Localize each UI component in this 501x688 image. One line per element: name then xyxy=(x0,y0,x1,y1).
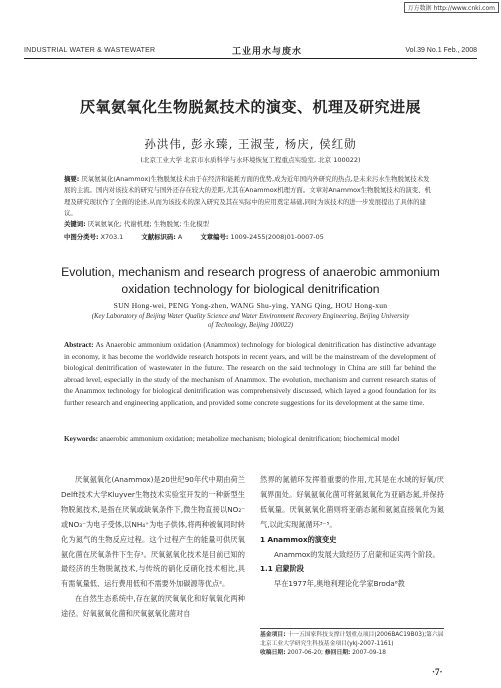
subsection-heading: 1.1 启蒙阶段 xyxy=(260,564,304,574)
keywords-cn-label: 关键词: xyxy=(64,220,86,228)
doc-code-label: 文献标识码: xyxy=(141,233,176,241)
doc-code-value: A xyxy=(177,233,183,241)
body-paragraph: 然界的氮循环发挥着重要的作用,尤其是在水域的好氧/厌氧界面处。好氧氨氧化菌可将氨氮氧化为亚硝态氮,并保持低氧量。厌氧氨氧化菌则将亚硝态氮和氨氮直接氧化为氮气,以此实现氮循环³⁻⁵。 xyxy=(260,475,444,529)
journal-name-en: INDUSTRIAL WATER & WASTEWATER xyxy=(24,47,156,54)
funding-note xyxy=(260,628,444,658)
body-column-left xyxy=(61,473,245,622)
body-paragraph: Anammox的发展大致经历了启蒙和证实两个阶段。 xyxy=(274,549,440,559)
affiliation-en: (Key Laboratory of Beijing Water Quality Science and Water Environment Recovery Engineering, Beijing University of Technology, Beijing 100022) xyxy=(91,313,410,329)
issue-info: Vol.39 No.1 Feb., 2008 xyxy=(405,47,477,54)
received-label: 收稿日期: xyxy=(260,650,286,656)
running-header xyxy=(24,44,477,59)
body-paragraph: 早在1977年,奥地利理论化学家Broda⁶教 xyxy=(274,579,405,589)
section-heading: 1 Anammox的演变史 xyxy=(260,534,337,544)
keywords-cn xyxy=(64,219,434,230)
revised-label: 修回日期: xyxy=(324,650,351,656)
article-no-label: 文章编号: xyxy=(200,233,229,241)
body-paragraph: 在自然生态系统中,存在氨的厌氧氧化和好氧氧化两种途径。好氧氨氧化菌和厌氧氨氧化菌对自 xyxy=(61,594,245,619)
authors-en: SUN Hong-wei, PENG Yong-zhen, WANG Shu-ying, YANG Qing, HOU Hong-xun xyxy=(113,301,388,310)
body-paragraph: 厌氧氨氧化(Anammox)是20世纪90年代中期由荷兰Delft技术大学Kluyver生物技术实验室开发的一种新型生物脱氮技术,是指在厌氧或缺氧条件下,微生物直接以NO₂⁻或NO₃⁻为电子受体,以NH₄⁺为电子供体,将两种被氧同时转化为氮气的生物反应过程。这个过程产生的能量可供厌氧氨化菌在厌氧条件下生存¹。厌氧氨氧化技术是目前已知的最经济的生物脱氮技术,与传统的硝化反硝化技术相比,具有需氧量低、运行费用低和不需要外加碳源等优点²。 xyxy=(61,475,245,589)
article-no-value: 1009-2455(2008)01-0007-05 xyxy=(230,233,324,241)
journal-name-cn: 工业用水与废水 xyxy=(232,47,303,57)
classification-line xyxy=(64,232,434,243)
authors-cn: 孙洪伟, 彭永臻, 王淑莹, 杨庆, 侯红勋 xyxy=(144,137,357,151)
abstract-cn xyxy=(64,174,434,219)
funding-text: 十一五国家科技支撑计划重点项目(2006BAC19B03);第六届北京工业大学研究生科技基金项目(ykj-2007-1161) xyxy=(260,632,444,647)
body-column-right xyxy=(260,473,444,592)
abstract-cn-label: 摘要: xyxy=(64,175,80,183)
funding-label: 基金项目: xyxy=(260,632,286,638)
abstract-en-label: Abstract: xyxy=(64,340,94,349)
received-date: 2007-06-20; xyxy=(287,650,324,656)
abstract-en-text: As Anaerobic ammonium oxidation (Anammox) technology for biological denitrification has distinctive advantage in economy, it has become the worldwide research hotspots in recent years, and will be the mainstream of the development of biological denitrification of wastewater in the future. The research on the said technology in China are still far behind the abroad level, especially in the study of the mechanism of Anammox. The evolution, mechanism and current research status of the Anammox technology for biological denitrification was comprehensively discussed, which layed a good foundation for its further research and engineering application, and provided some concrete suggestions for its development at the same time. xyxy=(64,340,436,407)
abstract-en xyxy=(64,339,436,409)
keywords-en xyxy=(64,433,436,445)
title-en: Evolution, mechanism and research progress of anaerobic ammonium oxidation technology for biological denitrification xyxy=(61,265,440,296)
download-stamp: 万方数据 http://www.cnki.com xyxy=(404,2,499,13)
revised-date: 2007-09-18 xyxy=(352,650,386,656)
keywords-en-label: Keywords: xyxy=(64,434,99,443)
title-cn: 厌氧氨氧化生物脱氮技术的演变、机理及研究进展 xyxy=(79,98,421,116)
keywords-cn-text: 厌氧氨氧化; 代谢机理; 生物脱氮; 生化模型 xyxy=(87,220,209,228)
affiliation-cn: (北京工业大学 北京市水质科学与水环境恢复工程重点实验室, 北京 100022) xyxy=(140,156,361,164)
abstract-cn-text: 厌氧氨氧化(Anammox)生物脱氮技术由于在经济和能耗方面的优势,成为近年国内外研究的热点,是未来污水生物脱氮技术发展的主流。国内对该技术的研究与国外还存在较大的差距,尤其在Anammox机理方面。文章对Anammox生物脱氮技术的演变、机理及研究现状作了全面的论述,从而为该技术的深入研究及其在实际中的应用奠定基础,同时为该技术的进一步发展提出了具体的建议。 xyxy=(64,175,431,217)
page-number: ·7· xyxy=(432,667,443,677)
clc-value: X703.1 xyxy=(100,233,124,241)
keywords-en-text: anaerobic ammonium oxidation; metabolize mechanism; biological denitrification; biochemical model xyxy=(99,434,400,443)
clc-label: 中图分类号: xyxy=(64,233,99,241)
